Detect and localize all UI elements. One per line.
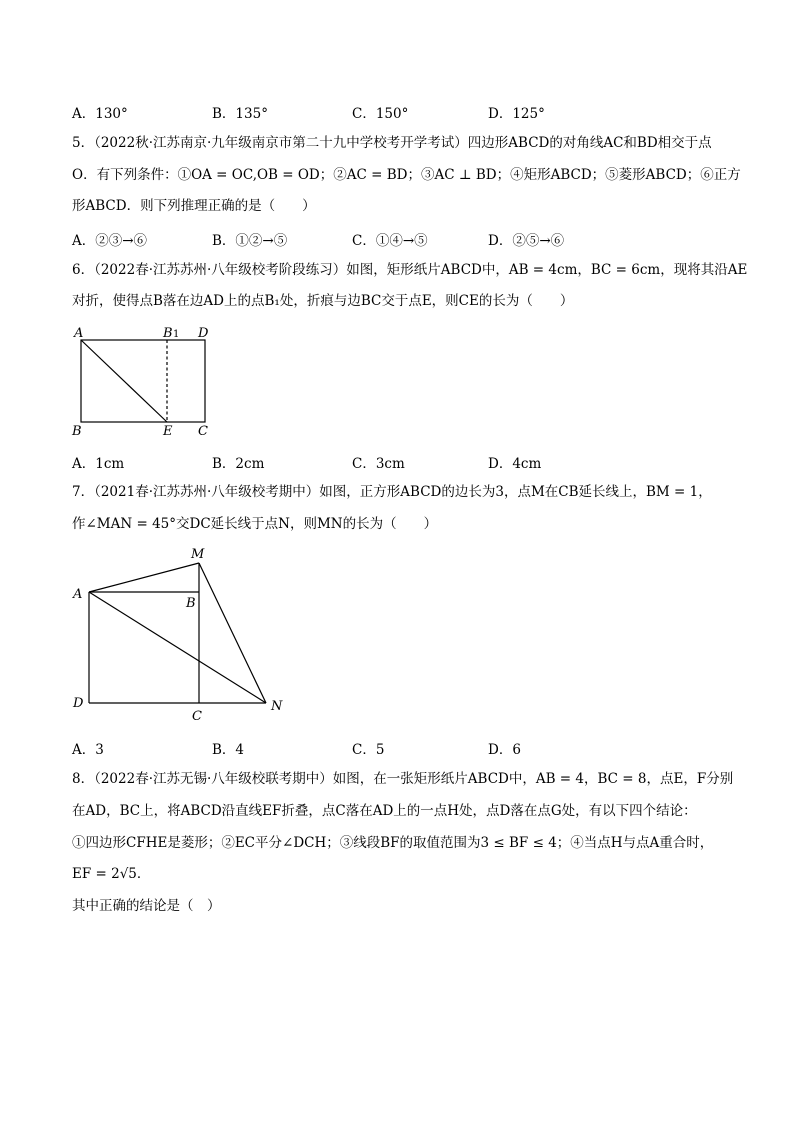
q8-line-2: 在AD，BC上，将ABCD沿直线EF折叠，点C落在AD上的一点H处，点D落在点G处，有以下四个结论： [72, 803, 697, 819]
q7-label-a: A [73, 587, 83, 602]
q8-line-4: EF = 2√5． [72, 866, 151, 882]
q8-line-1: 8．（2022春·江苏无锡·八年级校联考期中）如图，在一张矩形纸片ABCD中，AB = 4，BC = 8，点E，F分别 [72, 771, 734, 787]
q7-label-c: C [192, 709, 202, 724]
q4-options [72, 102, 732, 120]
q6-option-c: C．3cm [352, 456, 405, 472]
q6-line-2: 对折，使得点B落在边AD上的点B₁处，折痕与边BC交于点E，则CE的长为（ ） [72, 293, 574, 309]
q4-option-c: C．150° [352, 106, 409, 122]
q7-figure [70, 543, 290, 723]
q5-option-c: C．①④→⑤ [352, 233, 428, 249]
q6-fold-line-ae [81, 340, 167, 422]
q6-label-a: A [74, 326, 84, 341]
q7-option-c: C．5 [352, 742, 385, 758]
q7-label-n: N [271, 699, 283, 714]
q6-label-d: D [198, 326, 209, 341]
q5-options [72, 229, 732, 247]
q5-line-1: 5．（2022秋·江苏南京·九年级南京市第二十九中学校考开学考试）四边形ABCD的对角线AC和BD相交于点 [72, 135, 712, 151]
q7-line-2: 作∠MAN = 45°交DC延长线于点N，则MN的长为（ ） [72, 516, 438, 532]
q6-option-d: D．4cm [488, 456, 542, 472]
q6-rectangle [81, 340, 205, 422]
q5-option-b: B．①②→⑤ [212, 233, 288, 249]
q6-label-c: C [198, 424, 208, 439]
q4-option-a: A．130° [72, 106, 128, 122]
q7-label-m: M [191, 547, 205, 562]
q8-line-5: 其中正确的结论是（ ） [72, 898, 221, 914]
q7-label-d: D [73, 696, 84, 711]
q5-line-2: O．有下列条件：①OA = OC,OB = OD；②AC = BD；③AC ⊥ BD；④矩形ABCD；⑤菱形ABCD；⑥正方 [72, 167, 741, 183]
q6-label-b1: B [163, 326, 173, 341]
q7-label-b: B [186, 596, 196, 611]
q7-line-1: 7．（2021春·江苏苏州·八年级校考期中）如图，正方形ABCD的边长为3，点M在CB延长线上，BM = 1， [72, 484, 712, 500]
q7-option-d: D．6 [488, 742, 521, 758]
q8-line-3: ①四边形CFHE是菱形；②EC平分∠DCH；③线段BF的取值范围为3 ≤ BF ≤ 4；④当点H与点A重合时， [72, 835, 714, 851]
q5-option-a: A．②③→⑥ [72, 233, 148, 249]
q6-label-b: B [72, 424, 82, 439]
q6-label-b1-sub: 1 [173, 329, 180, 340]
q7-options [72, 738, 732, 756]
q4-option-b: B．135° [212, 106, 268, 122]
q5-option-d: D．②⑤→⑥ [488, 233, 565, 249]
q6-line-1: 6．（2022春·江苏苏州·八年级校考阶段练习）如图，矩形纸片ABCD中，AB = 4cm，BC = 6cm，现将其沿AE [72, 262, 748, 278]
q6-options [72, 452, 732, 470]
q7-segment-am [89, 563, 199, 592]
q4-option-d: D．125° [488, 106, 545, 122]
q6-label-e: E [163, 424, 173, 439]
q6-option-a: A．1cm [72, 456, 125, 472]
q6-figure [70, 322, 220, 442]
q6-option-b: B．2cm [212, 456, 265, 472]
q7-option-b: B．4 [212, 742, 245, 758]
q5-line-3: 形ABCD．则下列推理正确的是（ ） [72, 198, 316, 214]
q7-option-a: A．3 [72, 742, 104, 758]
